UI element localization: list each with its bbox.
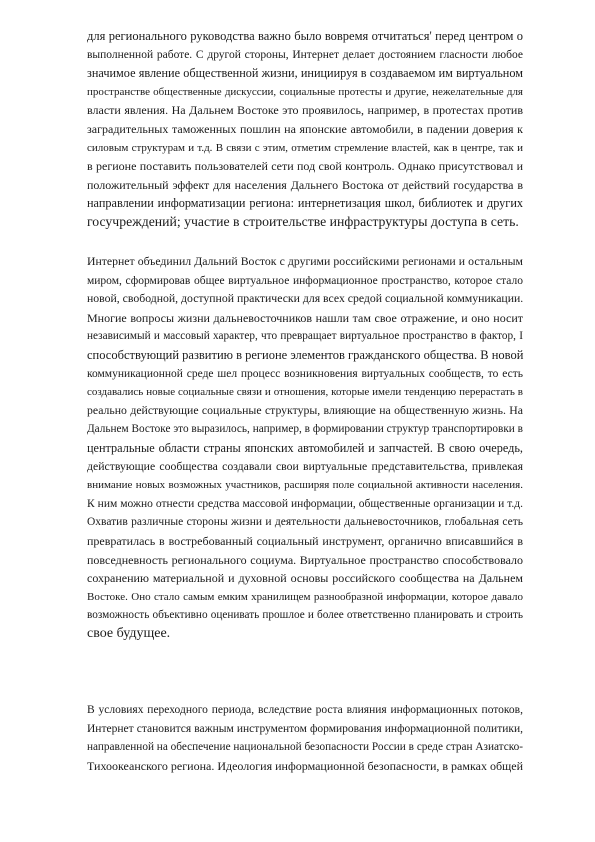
text-line: Дальнем Востоке это выразилось, например, в формировании структур транспортировки в	[87, 423, 523, 436]
text-line: положительный эффект для населения Дальнего Востока от действий государства в	[87, 177, 523, 192]
text-line: возможность объективно оценивать прошлое и более ответственно планировать и строить	[87, 609, 523, 622]
text-line: Охватив различные стороны жизни и деятельности дальневосточников, глобальная сеть	[87, 516, 523, 529]
text-line: К ним можно отнести средства массовой информации, общественные организации и т.д.	[87, 497, 523, 510]
text-line: направленной на обеспечение национальной безопасности России в среде стран Азиатско-	[87, 741, 523, 754]
text-line: независимый и массовый характер, что превращает виртуальное пространство в фактор, I	[87, 330, 523, 343]
text-line: Востоке. Оно стало самым емким хранилищем разнообразной информации, которое давало	[87, 590, 523, 603]
paragraph-internet-unification	[87, 253, 523, 643]
text-line: создавались новые социальные связи и отношения, которые имели тенденцию перерастать в	[87, 386, 523, 399]
text-line: Интернет становится важным инструментом формирования информационной политики,	[87, 722, 523, 735]
text-line: внимание новых возможных участников, расширяя поле социальной активности населения.	[87, 479, 523, 492]
text-line: пространстве общественные дискуссии, социальные протесты и другие, нежелательные для	[87, 85, 523, 98]
text-line: реально действующие социальные структуры, влияющие на общественную жизнь. На	[87, 403, 523, 417]
text-line: способствующий развитию в регионе элементов гражданского общества. В новой	[87, 347, 524, 362]
text-line: силовым структурам и т.д. В связи с этим, отметим стремление властей, как в центре, так и	[87, 141, 523, 154]
text-line: в регионе поставить пользователей сети под свой контроль. Однако присутствовал и	[87, 159, 523, 174]
paragraph-information-security	[87, 701, 523, 775]
text-line: для регионального руководства важно было вовремя отчитаться' перед центром о	[87, 29, 523, 43]
text-line: новой, свободной, доступной практически для всех средой социальной коммуникации.	[87, 292, 524, 306]
text-line: госучреждений; участие в строительстве инфраструктуры доступа в сеть.	[87, 213, 519, 229]
text-line: Интернет объединил Дальний Восток с другими российскими регионами и остальным	[87, 255, 523, 268]
text-line: Тихоокеанского региона. Идеология информационной безопасности, в рамках общей	[87, 758, 524, 773]
text-line: свое будущее.	[87, 625, 171, 641]
text-line: значимое явление общественной жизни, инициируя в создаваемом им виртуальном	[87, 66, 523, 81]
text-line: миром, сформировав общее виртуальное информационное пространство, которое стало	[87, 274, 523, 287]
text-line: власти явления. На Дальнем Востоке это проявилось, например, в протестах против	[87, 103, 523, 118]
text-line: действующие сообщества создавали свои виртуальные представительства, привлекая	[87, 459, 523, 473]
text-line: сохранению материальной и духовной основы российского сообщества на Дальнем	[87, 571, 523, 586]
text-line: выполненной работе. С другой стороны, Интернет делает достоянием гласности любое	[87, 48, 523, 61]
paragraph-regional-control	[87, 27, 523, 232]
text-line: В условиях переходного периода, вследствие роста влияния информационных потоков,	[87, 704, 523, 716]
text-line: заградительных таможенных пошлин на японские автомобили, в падении доверия к	[87, 121, 523, 136]
text-line: превратилась в востребованный социальный инструмент, органично вписавшийся в	[87, 533, 523, 548]
text-line: центральные области страны японских автомобилей и запчастей. В свою очередь,	[87, 440, 523, 455]
text-line: повседневность регионального социума. Виртуальное пространство способствовало	[87, 552, 523, 567]
text-line: коммуникационной среде шел процесс возникновения виртуальных сообществ, то есть	[87, 367, 523, 380]
text-line: Многие вопросы жизни дальневосточников нашли там свое отражение, и оно носит	[87, 310, 523, 325]
text-line: направлении информатизации региона: интернетизация школ, библиотек и других	[87, 196, 523, 211]
